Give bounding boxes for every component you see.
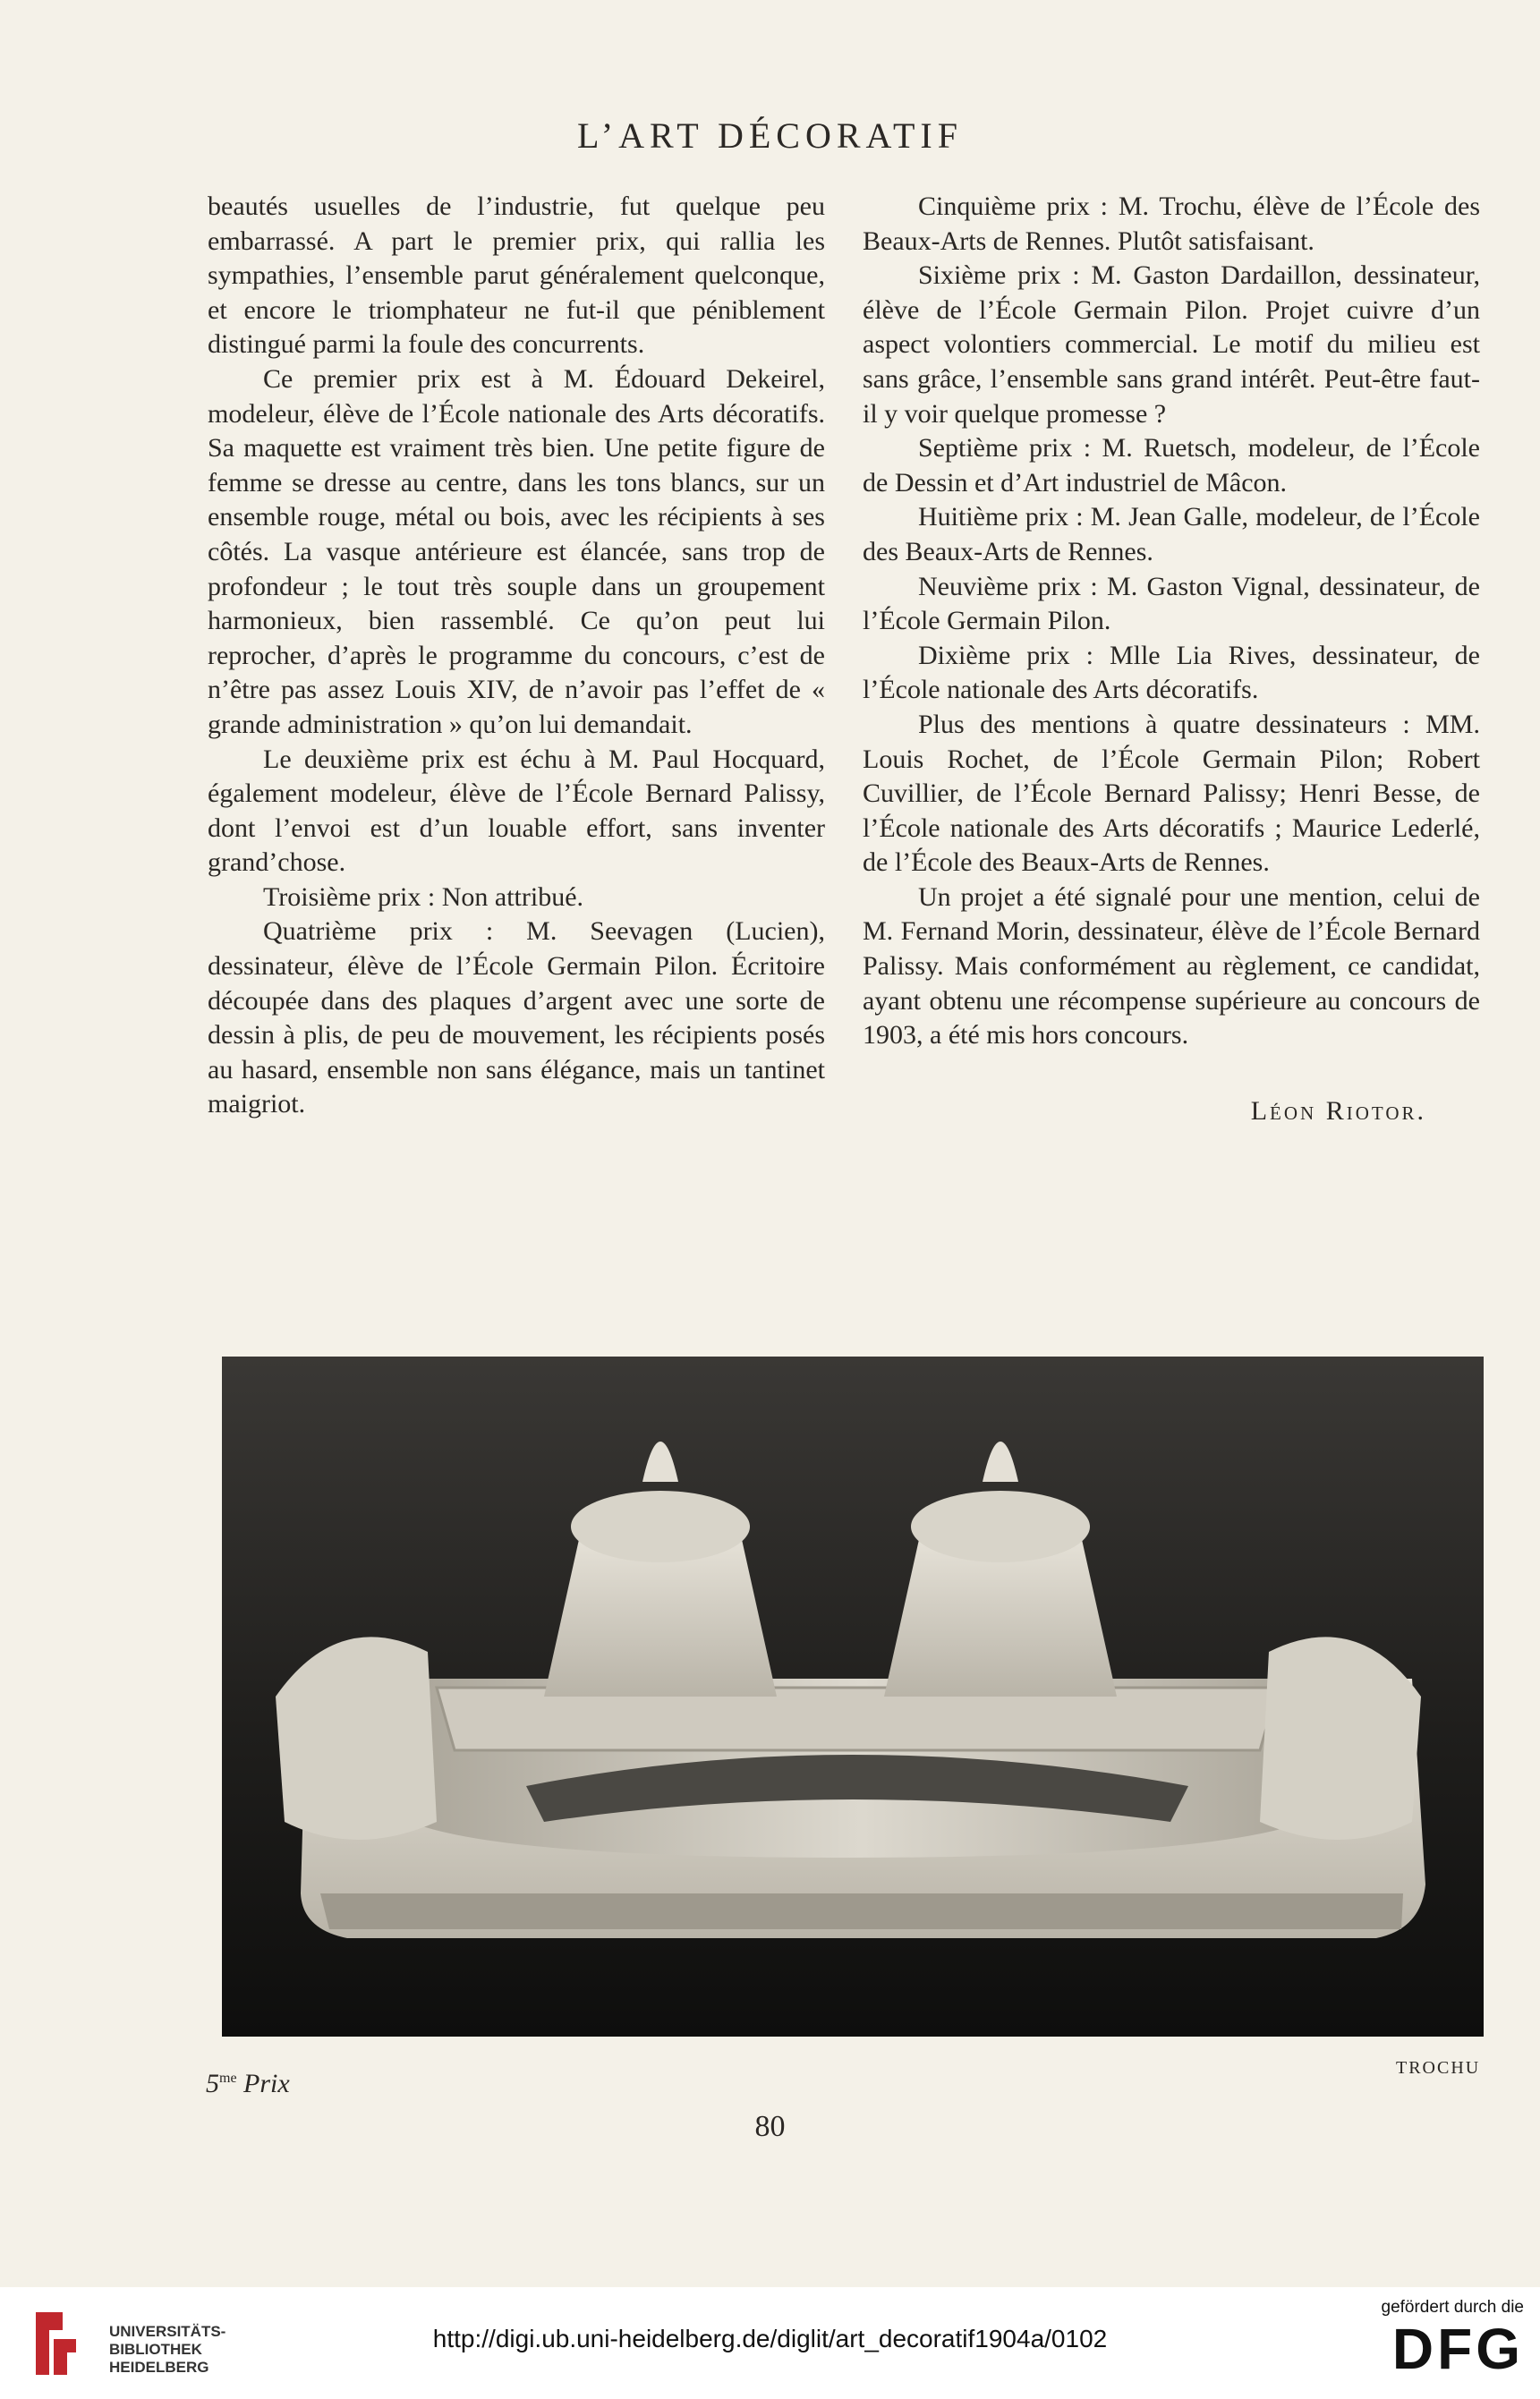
paragraph: Ce premier prix est à M. Édouard Dekeirel, modeleur, élève de l’École nationale des Arts décoratifs. Sa maquette est vraiment très bien. Une petite figure de femme se dresse au centre, dans les tons blancs, sur un ensemble rouge, métal ou bois, avec les récipients à ses côtés. La vasque antérieure est élancée, sans trop de profondeur ; le tout très souple dans un groupement harmonieux, bien rassemblé. Ce qu’on peut lui reprocher, d’après le programme du concours, c’est de n’être pas assez Louis XIV, de n’avoir pas l’effet de « grande administration » qu’on lui demandait. bbox=[208, 363, 825, 739]
digitization-footer bbox=[0, 2287, 1540, 2399]
caption-superscript: me bbox=[219, 2071, 237, 2086]
paragraph: Plus des mentions à quatre dessinateurs : MM. Louis Rochet, de l’École Germain Pilon; Robert Cuvillier, de l’École Bernard Palissy; Henri Besse, de l’École nationale des Arts décoratifs ; Maurice Lederlé, de l’École des Beaux-Arts de Rennes. bbox=[863, 709, 1480, 878]
paragraph: Quatrième prix : M. Seevagen (Lucien), dessinateur, élève de l’École Germain Pilon. Écritoire découpée dans des plaques d’argent avec une sorte de dessin à plis, de peu de mouvement, les récipients posés au hasard, ensemble non sans élégance, mais un tantinet maigriot. bbox=[208, 916, 825, 1119]
library-logo-line: UNIVERSITÄTS- bbox=[109, 2323, 226, 2340]
caption-number: 5 bbox=[206, 2069, 219, 2098]
paragraph: Dixième prix : Mlle Lia Rives, dessinateur, de l’École nationale des Arts décoratifs. bbox=[863, 640, 1480, 705]
library-logo-line: BIBLIOTHEK bbox=[109, 2341, 202, 2358]
page-number: 80 bbox=[754, 2110, 786, 2143]
right-column bbox=[863, 190, 1480, 1128]
library-logo-line: HEIDELBERG bbox=[109, 2359, 209, 2376]
author-signature: Léon Riotor. bbox=[1250, 1095, 1426, 1126]
paragraph: Le deuxième prix est échu à M. Paul Hocquard, également modeleur, élève de l’École Bernard Palissy, dont l’envoi est d’un louable effort, sans inventer grand’chose. bbox=[208, 744, 825, 878]
page-title: L’ART DÉCORATIF bbox=[577, 115, 963, 156]
paragraph: Septième prix : M. Ruetsch, modeleur, de l’École de Dessin et d’Art industriel de Mâcon. bbox=[863, 433, 1480, 498]
caption-text: Prix bbox=[236, 2069, 290, 2098]
inkstand-illustration bbox=[222, 1357, 1484, 2037]
paragraph: Neuvième prix : M. Gaston Vignal, dessinateur, de l’École Germain Pilon. bbox=[863, 571, 1480, 636]
permalink-url[interactable]: http://digi.ub.uni-heidelberg.de/diglit/art_decoratif1904a/0102 bbox=[432, 2325, 1108, 2352]
paragraph: Sixième prix : M. Gaston Dardaillon, dessinateur, élève de l’École Germain Pilon. Projet cuivre d’un aspect volontiers commercial. Le motif du milieu est sans grâce, l’ensemble sans grand intérêt. Peut-être faut-il y voir quelque promesse ? bbox=[863, 260, 1480, 429]
inkstand-photograph bbox=[222, 1357, 1484, 2037]
paragraph: Troisième prix : Non attribué. bbox=[263, 881, 584, 912]
figure-credit: TROCHU bbox=[1396, 2058, 1481, 2078]
paragraph: Un projet a été signalé pour une mention, celui de M. Fernand Morin, dessinateur, élève de l’École Bernard Palissy. Mais conformément au règlement, ce candidat, ayant obtenu une récompense supérieure au concours de 1903, a été mis hors concours. bbox=[863, 881, 1480, 1051]
paragraph: Cinquième prix : M. Trochu, élève de l’École des Beaux-Arts de Rennes. Plutôt satisfaisant. bbox=[863, 191, 1480, 256]
sponsor-logo[interactable] bbox=[1382, 2298, 1525, 2380]
figure-caption bbox=[206, 2069, 290, 2099]
paragraph: Huitième prix : M. Jean Galle, modeleur, de l’École des Beaux-Arts de Rennes. bbox=[863, 502, 1480, 566]
paragraph: beautés usuelles de l’industrie, fut quelque peu embarrassé. A part le premier prix, qui rallia les sympathies, l’ensemble parut généralement quelconque, et encore le triomphateur ne fut-il que péniblement distingué parmi la foule des concurrents. bbox=[208, 191, 825, 360]
left-column bbox=[208, 190, 825, 1122]
sponsor-label: gefördert durch die bbox=[1381, 2298, 1524, 2317]
sponsor-name: DFG bbox=[1391, 2317, 1524, 2381]
